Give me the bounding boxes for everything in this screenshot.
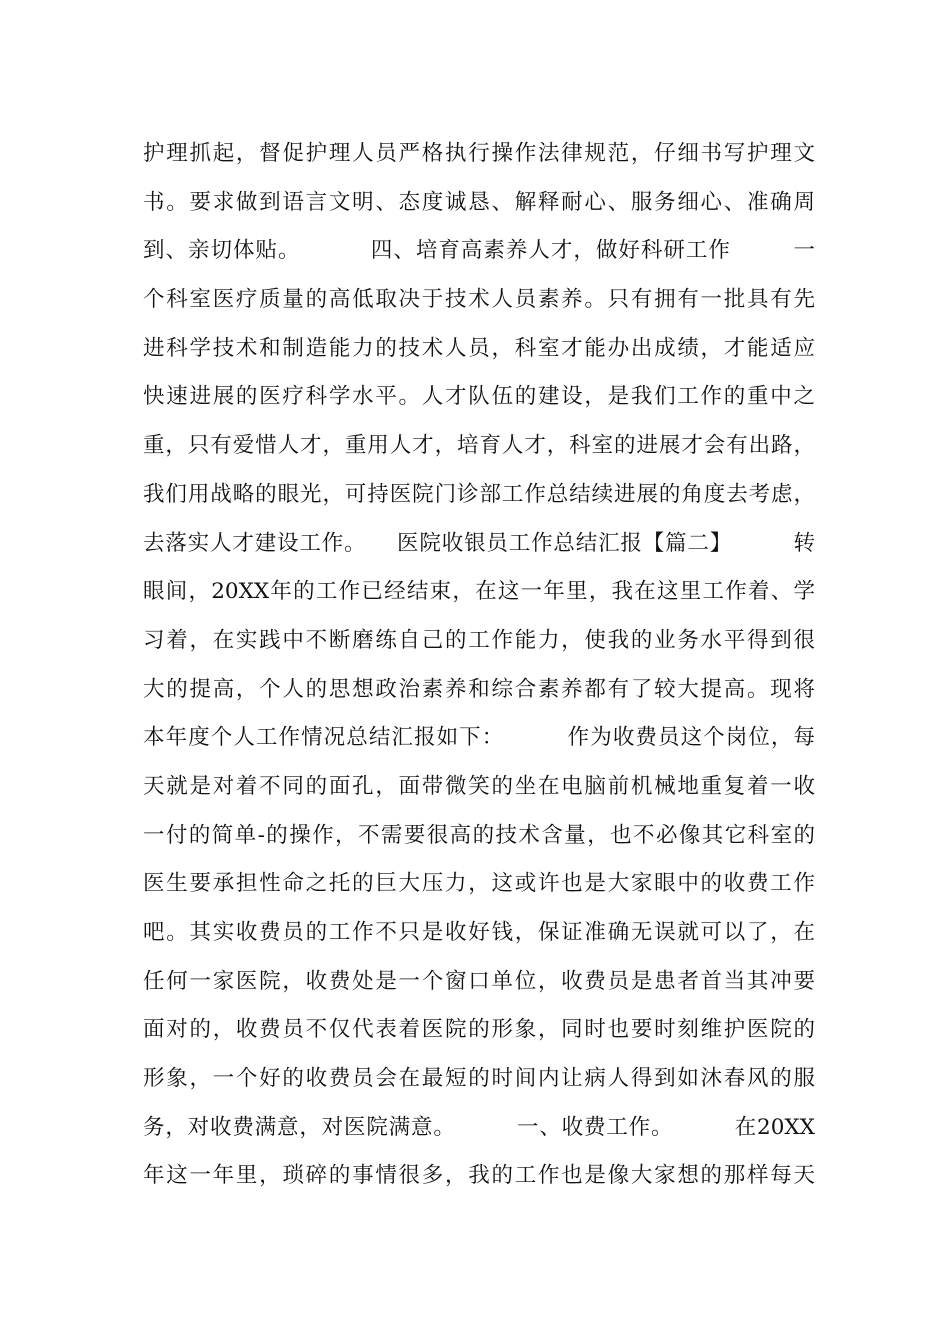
text-line: 我们用战略的眼光，可持医院门诊部工作总结续进展的角度去考虑， — [143, 481, 815, 507]
text-line: 吧。其实收费员的工作不只是收好钱，保证准确无误就可以了，在 — [143, 920, 815, 945]
text-line: 书。要求做到语言文明、态度诚恳、解释耐心、服务细心、准确周 — [143, 189, 815, 215]
text-line: 任何一家医院，收费处是一个窗口单位，收费员是患者首当其冲要 — [143, 968, 815, 994]
text-line: 医生要承担性命之托的巨大压力，这或许也是大家眼中的收费工作 — [143, 871, 815, 897]
text-line: 大的提高，个人的思想政治素养和综合素养都有了较大提高。现将 — [143, 676, 815, 702]
text-line: 进科学技术和制造能力的技术人员，科室才能办出成绩，才能适应 — [143, 335, 815, 361]
text-line: 面对的，收费员不仅代表着医院的形象，同时也要时刻维护医院的 — [143, 1017, 815, 1043]
text-line: 护理抓起，督促护理人员严格执行操作法律规范，仔细书写护理文 — [143, 141, 815, 166]
text-line: 个科室医疗质量的高低取决于技术人员素养。只有拥有一批具有先 — [143, 287, 815, 313]
text-line: 本年度个人工作情况总结汇报如下： 作为收费员这个岗位，每 — [143, 725, 815, 751]
text-line: 形象，一个好的收费员会在最短的时间内让病人得到如沐春风的服 — [143, 1066, 815, 1092]
text-line: 快速进展的医疗科学水平。人才队伍的建设，是我们工作的重中之 — [143, 384, 815, 410]
text-line: 眼间，20XX年的工作已经结束，在这一年里，我在这里工作着、学 — [143, 579, 815, 605]
text-line: 天就是对着不同的面孔，面带微笑的坐在电脑前机械地重复着一收 — [143, 773, 815, 799]
text-line: 务，对收费满意，对医院满意。 一、收费工作。 在20XX — [143, 1114, 815, 1140]
text-line: 到、亲切体贴。 四、培育高素养人才，做好科研工作 一 — [143, 238, 815, 264]
document-body — [143, 130, 843, 1201]
text-line: 年这一年里，琐碎的事情很多，我的工作也是像大家想的那样每天 — [143, 1163, 815, 1189]
text-line: 习着，在实践中不断磨练自己的工作能力，使我的业务水平得到很 — [143, 627, 815, 653]
text-line: 重，只有爱惜人才，重用人才，培育人才，科室的进展才会有出路， — [143, 433, 815, 459]
text-line: 去落实人才建设工作。 医院收银员工作总结汇报【篇二】 转 — [143, 530, 815, 556]
text-line: 一付的简单-的操作，不需要很高的技术含量，也不必像其它科室的 — [143, 822, 815, 848]
